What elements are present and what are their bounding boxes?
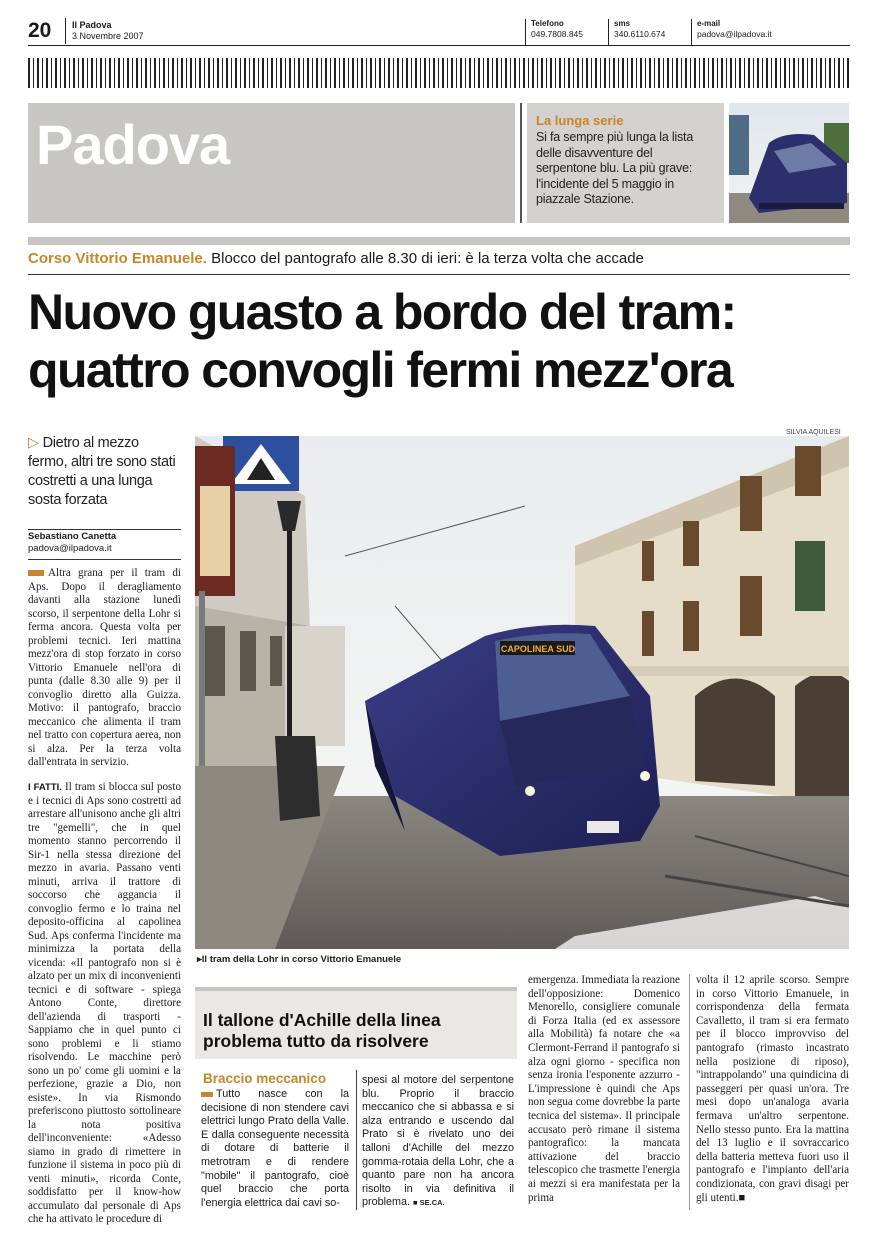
tram-thumbnail-image (729, 103, 849, 223)
column-divider-right (689, 974, 690, 1210)
sidebar-marker (201, 1092, 213, 1097)
paragraph-3-text: emergenza. Immediata la reazione dell'opposizione: Domenico Menorello, consigliere comunale di Forza Italia (ed ex assessore alla Mobilità) fa notare che «a Clermont-Ferrand il pantografo si alza ogni giorno - specifica non senza ironia l'esponente azzurro - L'impressione è quindi che Aps non segua come dovrebbe la parte tecnica del sistema». Il principale accusato però rimane il sistema pantografico: la mancata attivazione del braccio telescopico che trasmette l'energia ai mezzi si era manifestata per la prima (528, 974, 680, 1204)
sidebar-column-2 (362, 1074, 514, 1210)
teaser-body: Si fa sempre più lunga la lista delle disavventure del serpentone blu. La più grave: l'incidente del 5 maggio in piazzale Stazione. (536, 130, 694, 206)
barcode-strip (28, 58, 850, 88)
caption-text: Il tram della Lohr in corso Vittorio Emanuele (201, 954, 402, 965)
article-paragraph-3 (528, 974, 680, 1205)
headline-line-1: Nuovo guasto a bordo del tram: (28, 284, 736, 340)
sidebar-signature-text: SE.CA. (419, 1198, 445, 1208)
kicker-location: Corso Vittorio Emanuele. (28, 250, 207, 267)
main-photo (195, 436, 849, 949)
photo-caption (197, 954, 401, 965)
byline-rule-bottom (28, 559, 181, 560)
sidebar-col2-text: spesi al motore del serpentone blu. Proprio il braccio meccanico che si abbassa e si alza entrando e uscendo dal Prato si è rivelato uno dei talloni d'Achille del mezzo gomma-rotaia della Lohr, che a quanto pare non ha ancora risolto in via definitiva il problema. (362, 1074, 514, 1209)
sidebar-headline-line-2: problema tutto da risolvere (203, 1031, 429, 1051)
contact-email-label: e-mail (697, 19, 721, 28)
newspaper-name: Il Padova (72, 20, 112, 30)
article-paragraph-4 (696, 974, 849, 1205)
section-title: Padova (36, 113, 230, 176)
standfirst-arrow-icon: ▷ (28, 435, 39, 451)
contact-email (691, 19, 772, 45)
article-kicker (28, 250, 644, 267)
tram-street-photo (195, 436, 849, 949)
contact-phone-value: 049.7808.845 (531, 29, 583, 39)
kicker-rule (28, 274, 850, 275)
headline (28, 283, 850, 399)
contact-phone-label: Telefono (531, 19, 564, 28)
section-divider-bar (28, 237, 850, 245)
byline-author: Sebastiano Canetta (28, 531, 117, 542)
kicker-summary: Blocco del pantografo alle 8.30 di ieri: è la terza volta che accade (211, 250, 644, 267)
standfirst-text: Dietro al mezzo fermo, altri tre sono stati costretti a una lunga sosta forzata (28, 435, 176, 508)
standfirst (28, 434, 178, 510)
contact-phone (525, 19, 583, 45)
contact-sms-label: sms (614, 19, 631, 28)
page-number: 20 (28, 18, 66, 44)
fatti-label: I FATTI. (28, 782, 62, 793)
contact-email-value: padova@ilpadova.it (697, 29, 772, 39)
band-divider (520, 103, 522, 223)
sidebar-headline-line-1: Il tallone d'Achille della linea (203, 1010, 441, 1030)
teaser-photo (729, 103, 849, 223)
teaser-kicker: La lunga serie (536, 113, 624, 128)
article-paragraph-1 (28, 567, 181, 770)
contact-sms (608, 19, 665, 45)
sidebar-subhead: Braccio meccanico (203, 1071, 327, 1086)
headline-line-2: quattro convogli fermi mezz'ora (28, 342, 733, 398)
sidebar-column-divider (356, 1070, 357, 1210)
sidebar-column-1 (201, 1088, 349, 1210)
contact-sms-value: 340.6110.674 (614, 29, 666, 39)
sidebar-headline (203, 1010, 513, 1052)
header-rule (28, 45, 850, 46)
caption-arrow-icon: ▸ (197, 954, 202, 965)
paragraph-1-text: Altra grana per il tram di Aps. Dopo il deragliamento davanti alla stazione lunedì scorso, il serpentone della Lohr si ferma ancora. Questa volta per problemi tecnici. Ieri mattina mezz'ora di stop forzato in corso Vittorio Emanuele nell'ora di punta (dalle 8.30 alle 9) per il convoglio diretto alla Guizza. Motivo: il pantografo, braccio meccanico che alimenta il tram nel tratto con copertura aerea, non si alza. Per la terza volta dall'entrata in servizio. (28, 567, 181, 768)
sidebar-col1-text: Tutto nasce con la decisione di non stendere cavi elettrici lungo Prato della Valle. E dalla conseguente necessità di dotare di batterie il metrotram e di rendere "mobile" il pantografo, cioè quel braccio che porta l'energia elettrica dai cavi so- (201, 1088, 349, 1209)
article-paragraph-2 (28, 781, 181, 1227)
tram-destination-sign: CAPOLINEA SUD (500, 644, 576, 654)
paragraph-marker (28, 570, 44, 576)
sidebar-signature: ■ SE.CA. (413, 1198, 445, 1208)
end-mark: ■ (738, 1191, 746, 1204)
byline-email: padova@ilpadova.it (28, 543, 112, 554)
photo-credit: SILVIA AQUILESI (786, 429, 841, 436)
teaser-box (527, 103, 724, 223)
issue-date: 3 Novembre 2007 (72, 31, 144, 41)
byline-rule-top (28, 529, 181, 530)
paragraph-4-text: volta il 12 aprile scorso. Sempre in corso Vittorio Emanuele, in corrispondenza della fermata Cavalletto, il tram si era fermato per il blocco improvviso del pantografo (rimasto incastrato nella posizione di riposo), "intrappolando" una quindicina di passeggeri per quasi un'ora. Tre mesi dopo un'analoga avaria fermava un'altro serpentone. Nello stesso punto. Era la mattina del 13 luglio e il sovraccarico della batteria metteva fuori uso il pantografo e l'impianto dell'aria condizionata, con gravi disagi per gli utenti. (696, 974, 849, 1204)
paragraph-2-text: Il tram si blocca sul posto e i tecnici di Aps sono costretti ad arrestare all'unisono anche gli altri tre "gemelli", che in quel momento stanno percorrendo il Sir-1 nella stessa direzione del mezzo in avaria. Passano venti minuti, arriva il trattore di soccorso che aggancia il convoglio fermo e lo traina nel deposito-officina al capolinea Sud. Aps conferma l'incidente ma minimizza la portata della vicenda: «Il pantografo non si è alzato per un mix di inconvenienti tecnici e di software - spiega Antono Conte, direttore dell'azienda di trasporti - Sappiamo che in quel punto ci sono problemi e li stiamo risolvendo. Le macchine però sono un po' come gli uomini e la perfezione, grazie a Dio, non esiste». In via Rismondo preferiscono piuttosto sottolineare la nota positiva dell'inconveniente: «Adesso siamo in grado di rimettere in funzione il sistema in poco più di venti minuti», ricorda Conte, soddisfatto per il know-how accumulato dal personale di Aps che ha attivato le procedure di (28, 781, 181, 1225)
